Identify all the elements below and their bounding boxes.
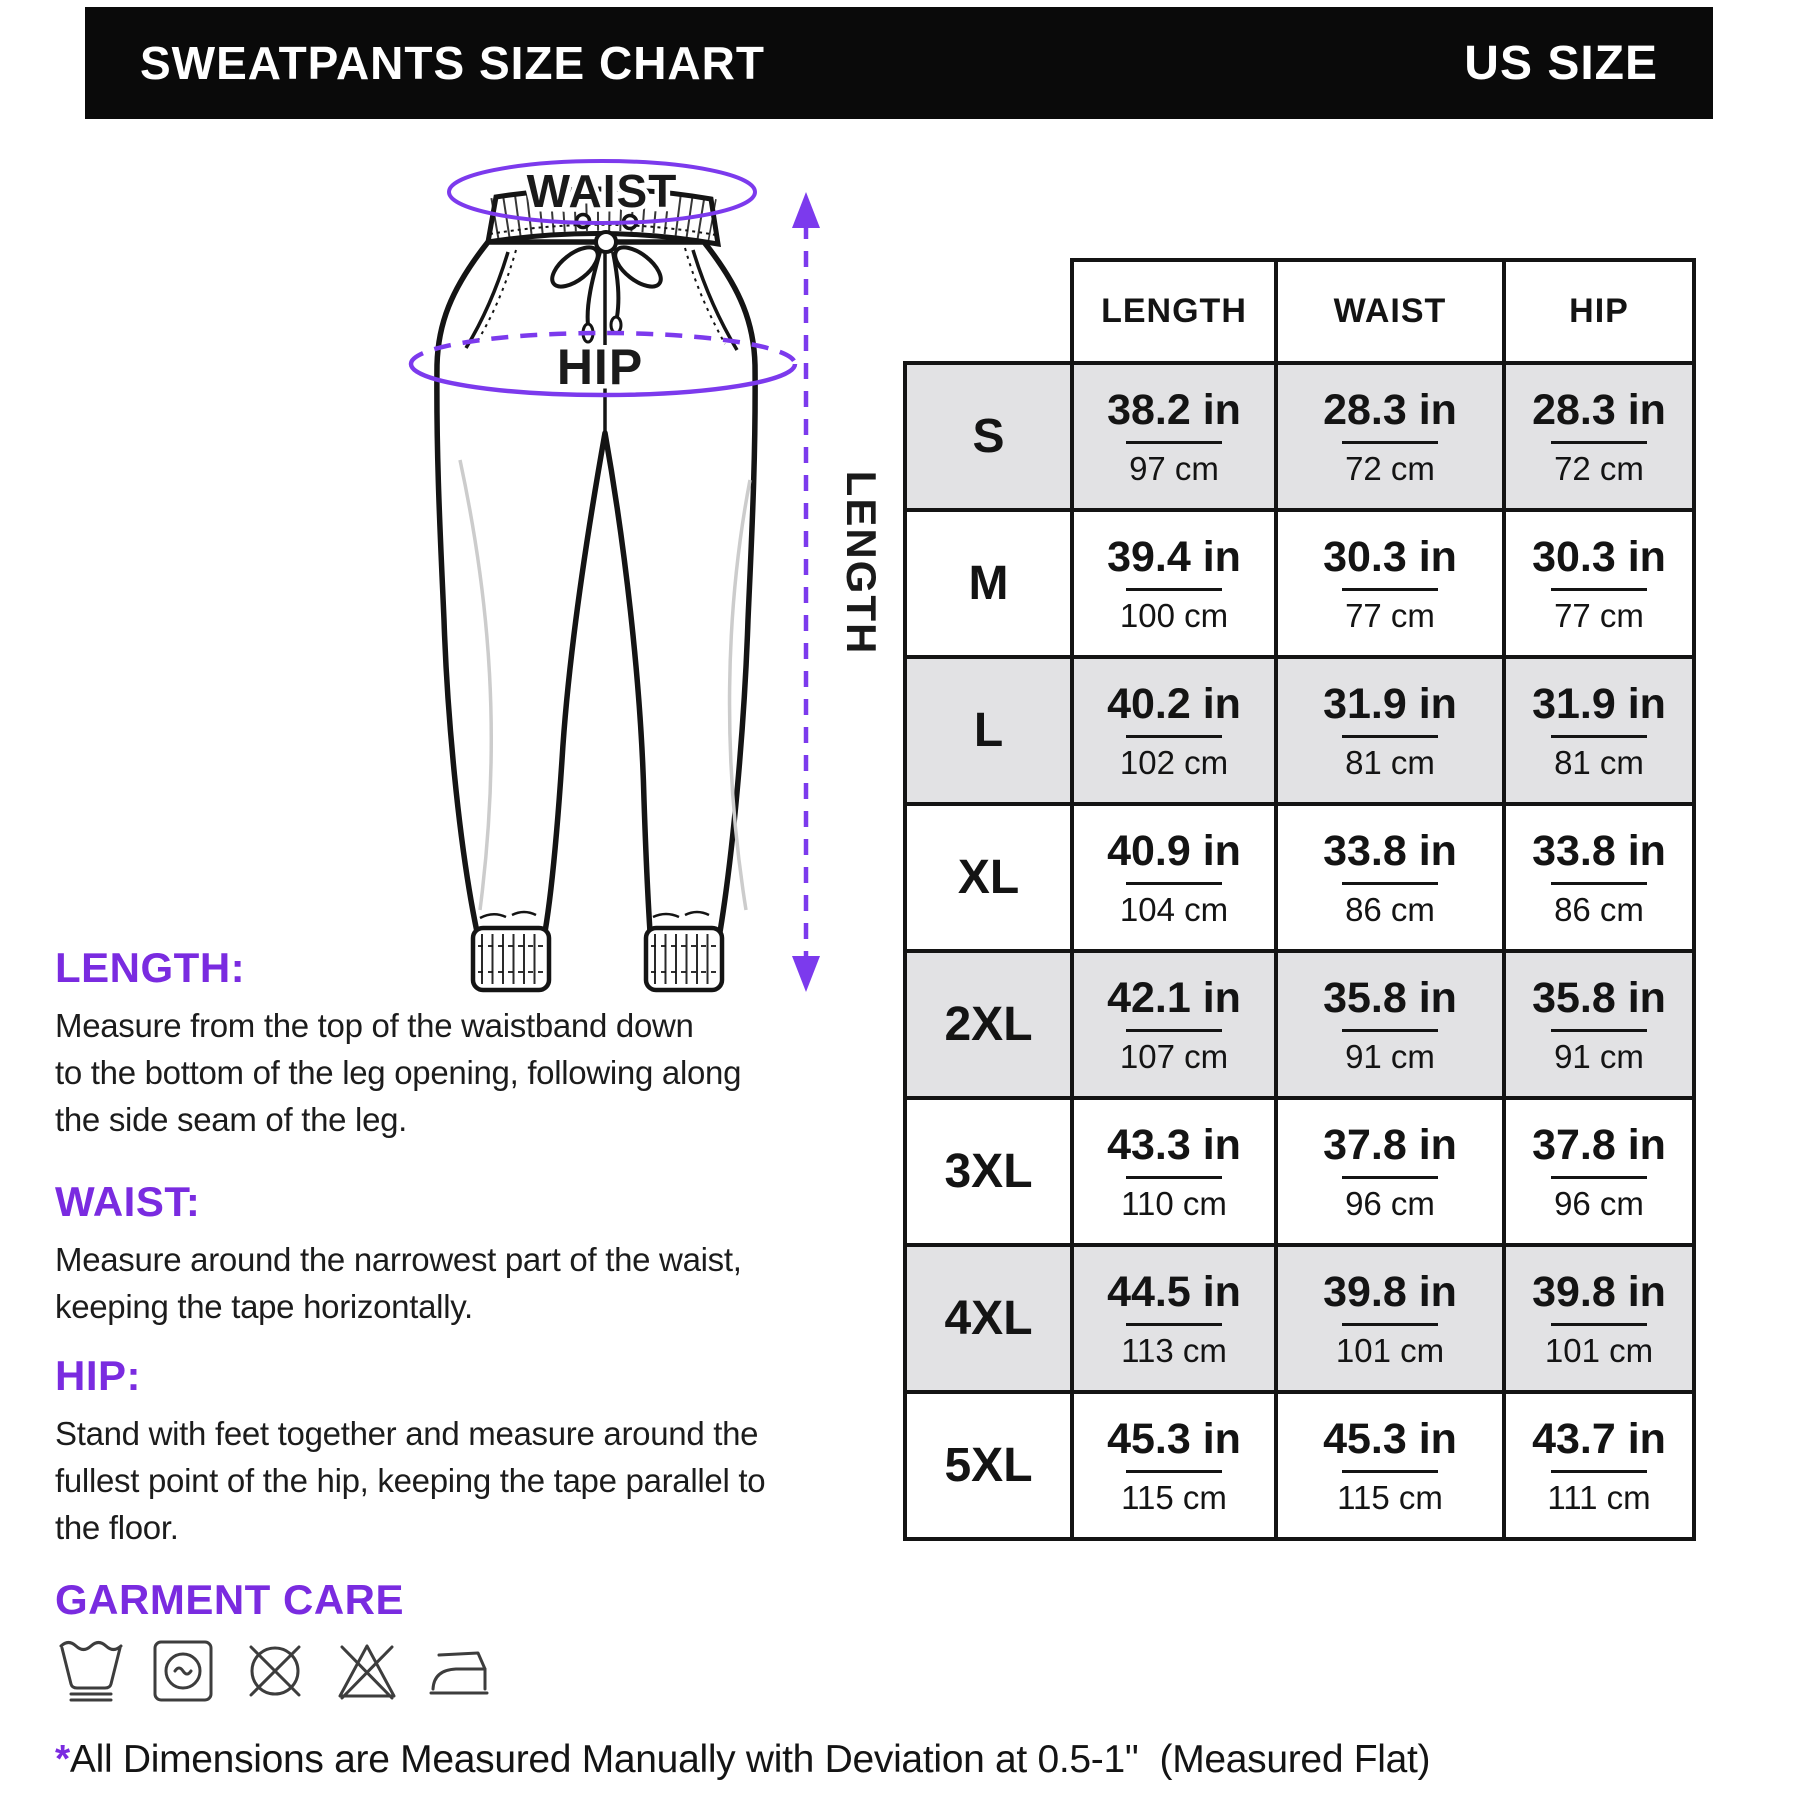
- cm-value: 111 cm: [1547, 1478, 1651, 1516]
- cm-value: 115 cm: [1337, 1478, 1443, 1516]
- length-arrow-up: [792, 192, 820, 228]
- measurement-cell: [1504, 1098, 1694, 1245]
- value-divider: [1342, 1176, 1438, 1179]
- measurement-cell: [1504, 1245, 1694, 1392]
- column-header-length: LENGTH: [1072, 260, 1276, 363]
- value-divider: [1342, 735, 1438, 738]
- size-label: 3XL: [905, 1098, 1072, 1245]
- measurement-cell: [1504, 363, 1694, 510]
- machine-wash-gentle-icon: [58, 1634, 124, 1708]
- waist-section-text: [55, 1236, 742, 1330]
- measurement-cell: [1072, 363, 1276, 510]
- inches-value: 37.8 in: [1323, 1120, 1457, 1169]
- measurement-cell: [1276, 804, 1504, 951]
- value-divider: [1551, 588, 1647, 591]
- left-cuff: [473, 928, 549, 990]
- column-header-hip: HIP: [1504, 260, 1694, 363]
- cm-value: 72 cm: [1554, 449, 1644, 487]
- cm-value: 113 cm: [1121, 1331, 1227, 1369]
- inches-value: 30.3 in: [1323, 532, 1457, 581]
- value-divider: [1126, 588, 1222, 591]
- garment-care-heading: GARMENT CARE: [55, 1576, 404, 1623]
- inches-value: 33.8 in: [1532, 826, 1666, 875]
- cm-value: 104 cm: [1119, 890, 1229, 928]
- text-line: the floor.: [55, 1509, 179, 1546]
- do-not-dry-clean-icon: [242, 1634, 308, 1708]
- size-label: S: [905, 363, 1072, 510]
- do-not-bleach-icon: [334, 1634, 400, 1708]
- bow-knot: [596, 232, 616, 252]
- cm-value: 72 cm: [1345, 449, 1435, 487]
- measurement-cell: [1072, 1392, 1276, 1539]
- text-line: Measure around the narrowest part of the waist,: [55, 1241, 742, 1278]
- measurement-cell: [1276, 657, 1504, 804]
- value-divider: [1126, 735, 1222, 738]
- inches-value: 35.8 in: [1532, 973, 1666, 1022]
- cm-value: 77 cm: [1554, 596, 1644, 634]
- cm-value: 115 cm: [1121, 1478, 1227, 1516]
- cm-value: 100 cm: [1119, 596, 1229, 634]
- size-row-xl: [905, 804, 1694, 951]
- size-row-l: [905, 657, 1694, 804]
- value-divider: [1342, 1470, 1438, 1473]
- hip-section-text: [55, 1410, 765, 1551]
- cm-value: 102 cm: [1119, 743, 1229, 781]
- cm-value: 101 cm: [1544, 1331, 1654, 1369]
- measurement-cell: [1276, 1098, 1504, 1245]
- measurement-cell: [1072, 804, 1276, 951]
- inches-value: 43.7 in: [1532, 1414, 1666, 1463]
- size-row-5xl: [905, 1392, 1694, 1539]
- table-header-row: [905, 260, 1694, 363]
- header-bar: [85, 7, 1713, 119]
- hip-section-heading: HIP:: [55, 1352, 141, 1399]
- length-section-heading: LENGTH:: [55, 944, 246, 991]
- size-row-4xl: [905, 1245, 1694, 1392]
- size-label: 4XL: [905, 1245, 1072, 1392]
- measurement-cell: [1276, 1245, 1504, 1392]
- value-divider: [1551, 1470, 1647, 1473]
- inches-value: 28.3 in: [1532, 385, 1666, 434]
- size-row-m: [905, 510, 1694, 657]
- cm-value: 101 cm: [1335, 1331, 1445, 1369]
- size-label: XL: [905, 804, 1072, 951]
- us-size-label: US SIZE: [1464, 36, 1658, 90]
- measurement-cell: [1072, 1098, 1276, 1245]
- measurement-cell: [1072, 1245, 1276, 1392]
- value-divider: [1551, 1323, 1647, 1326]
- measurement-cell: [1072, 951, 1276, 1098]
- value-divider: [1342, 441, 1438, 444]
- page-title: SWEATPANTS SIZE CHART: [140, 37, 765, 89]
- value-divider: [1126, 1470, 1222, 1473]
- measurement-cell: [1072, 657, 1276, 804]
- value-divider: [1342, 1029, 1438, 1032]
- garment-care-icons: [58, 1634, 492, 1708]
- column-header-waist: WAIST: [1276, 260, 1504, 363]
- cm-value: 107 cm: [1119, 1037, 1229, 1075]
- value-divider: [1126, 1323, 1222, 1326]
- size-label: L: [905, 657, 1072, 804]
- measurement-cell: [1504, 657, 1694, 804]
- cm-value: 110 cm: [1121, 1184, 1227, 1222]
- inches-value: 45.3 in: [1323, 1414, 1457, 1463]
- cm-value: 86 cm: [1554, 890, 1644, 928]
- cm-value: 97 cm: [1129, 449, 1219, 487]
- cm-value: 81 cm: [1345, 743, 1435, 781]
- iron-icon: [426, 1634, 492, 1708]
- text-line: keeping the tape horizontally.: [55, 1288, 473, 1325]
- inches-value: 43.3 in: [1107, 1120, 1241, 1169]
- measurement-cell: [1276, 363, 1504, 510]
- text-line: the side seam of the leg.: [55, 1101, 408, 1138]
- value-divider: [1551, 735, 1647, 738]
- size-row-s: [905, 363, 1694, 510]
- text-line: Measure from the top of the waistband down: [55, 1007, 694, 1044]
- tumble-dry-icon: [150, 1634, 216, 1708]
- cm-value: 96 cm: [1554, 1184, 1644, 1222]
- inches-value: 35.8 in: [1323, 973, 1457, 1022]
- measurement-cell: [1504, 510, 1694, 657]
- measurement-cell: [1504, 951, 1694, 1098]
- hip-label: HIP: [556, 339, 644, 395]
- inches-value: 30.3 in: [1532, 532, 1666, 581]
- right-cuff: [646, 928, 722, 990]
- inches-value: 40.9 in: [1107, 826, 1241, 875]
- text-line: fullest point of the hip, keeping the tape parallel to: [55, 1462, 766, 1499]
- value-divider: [1126, 882, 1222, 885]
- size-chart-table: [903, 258, 1696, 1541]
- inches-value: 28.3 in: [1323, 385, 1457, 434]
- waist-label: WAIST: [526, 165, 678, 217]
- cm-value: 77 cm: [1345, 596, 1435, 634]
- value-divider: [1551, 441, 1647, 444]
- length-section-text: [55, 1002, 741, 1143]
- cm-value: 81 cm: [1554, 743, 1644, 781]
- footnote: [55, 1738, 1430, 1782]
- footnote-text: All Dimensions are Measured Manually with Deviation at 0.5-1" (Measured Flat): [69, 1738, 1431, 1781]
- size-row-2xl: [905, 951, 1694, 1098]
- measurement-cell: [1072, 510, 1276, 657]
- measurement-cell: [1504, 804, 1694, 951]
- inches-value: 37.8 in: [1532, 1120, 1666, 1169]
- cm-value: 91 cm: [1554, 1037, 1644, 1075]
- size-label: M: [905, 510, 1072, 657]
- value-divider: [1551, 1029, 1647, 1032]
- cm-value: 86 cm: [1345, 890, 1435, 928]
- value-divider: [1551, 882, 1647, 885]
- value-divider: [1551, 1176, 1647, 1179]
- value-divider: [1342, 882, 1438, 885]
- value-divider: [1126, 1176, 1222, 1179]
- inches-value: 38.2 in: [1107, 385, 1241, 434]
- inches-value: 39.8 in: [1532, 1267, 1666, 1316]
- measurement-cell: [1276, 1392, 1504, 1539]
- size-label: 5XL: [905, 1392, 1072, 1539]
- text-line: to the bottom of the leg opening, following along: [55, 1054, 742, 1091]
- inches-value: 31.9 in: [1532, 679, 1666, 728]
- measurement-cell: [1276, 951, 1504, 1098]
- cm-value: 96 cm: [1345, 1184, 1435, 1222]
- cm-value: 91 cm: [1345, 1037, 1435, 1075]
- sweatpants-diagram: [150, 120, 910, 1020]
- waist-section-heading: WAIST:: [55, 1178, 201, 1225]
- value-divider: [1126, 1029, 1222, 1032]
- value-divider: [1342, 1323, 1438, 1326]
- footnote-asterisk: *: [55, 1738, 70, 1781]
- inches-value: 42.1 in: [1107, 973, 1241, 1022]
- inches-value: 39.8 in: [1323, 1267, 1457, 1316]
- size-label: 2XL: [905, 951, 1072, 1098]
- length-arrow-down: [792, 956, 820, 992]
- measurement-cell: [1276, 510, 1504, 657]
- aglet: [611, 317, 621, 333]
- size-row-3xl: [905, 1098, 1694, 1245]
- inches-value: 33.8 in: [1323, 826, 1457, 875]
- inches-value: 31.9 in: [1323, 679, 1457, 728]
- corner-cell: [905, 260, 1072, 363]
- inches-value: 40.2 in: [1107, 679, 1241, 728]
- inches-value: 44.5 in: [1107, 1267, 1241, 1316]
- value-divider: [1342, 588, 1438, 591]
- length-label: LENGTH: [838, 470, 885, 656]
- measurement-cell: [1504, 1392, 1694, 1539]
- inches-value: 39.4 in: [1107, 532, 1241, 581]
- value-divider: [1126, 441, 1222, 444]
- inches-value: 45.3 in: [1107, 1414, 1241, 1463]
- text-line: Stand with feet together and measure around the: [55, 1415, 759, 1452]
